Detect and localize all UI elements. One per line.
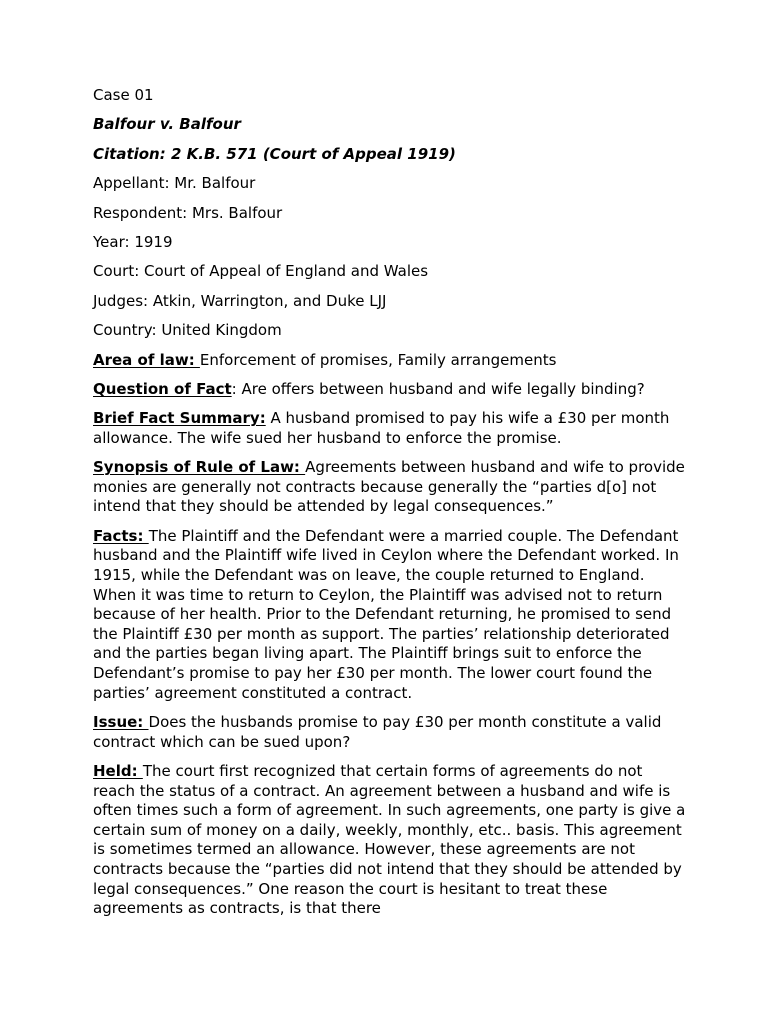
respondent: Respondent: Mrs. Balfour (93, 203, 283, 222)
facts-paragraph (93, 527, 688, 703)
question-of-fact-text: : Are offers between husband and wife legally binding? (231, 379, 645, 398)
synopsis-text: Agreements between husband and wife to provide monies are generally not contracts because generally the “parties d[o] not intend that they should be attended by legal consequences.” (93, 458, 685, 516)
area-of-law-paragraph (93, 351, 688, 371)
brief-fact-summary-label: Brief Fact Summary: (93, 409, 266, 428)
facts-label: Facts: (93, 526, 149, 545)
case-number: Case 01 (93, 86, 154, 104)
issue-text: Does the husbands promise to pay £30 per month constitute a valid contract which can be sued upon? (93, 713, 662, 751)
held-paragraph (93, 762, 688, 919)
citation: Citation: 2 K.B. 571 (Court of Appeal 1919) (93, 144, 456, 163)
country: Country: United Kingdom (93, 321, 282, 340)
synopsis-label: Synopsis of Rule of Law: (93, 458, 306, 477)
brief-fact-summary-paragraph (93, 409, 688, 448)
brief-fact-summary-text: A husband promised to pay his wife a £30 per month allowance. The wife sued her husband to enforce the promise. (93, 409, 670, 447)
area-of-law-text: Enforcement of promises, Family arrangements (199, 350, 557, 369)
area-of-law-label: Area of law: (93, 350, 200, 369)
judges: Judges: Atkin, Warrington, and Duke LJJ (93, 291, 387, 310)
issue-label: Issue: (93, 713, 149, 731)
year: Year: 1919 (93, 232, 173, 251)
appellant: Appellant: Mr. Balfour (93, 174, 256, 193)
facts-text: The Plaintiff and the Defendant were a married couple. The Defendant husband and the Plaintiff wife lived in Ceylon where the Defendant worked. In 1915, while the Defendant was on leave, the couple returned to England. When it was time to return to Ceylon, the Plaintiff was advised not to return because of her health. Prior to the Defendant returning, he promised to send the Plaintiff £30 per month as support. The parties’ relationship deteriorated and the parties began living apart. The Plaintiff brings suit to enforce the Defendant’s promise to pay her £30 per month. The lower court found the parties’ agreement constituted a contract. (93, 526, 679, 702)
case-title: Balfour v. Balfour (93, 115, 241, 134)
held-label: Held: (93, 761, 143, 780)
held-text: The court first recognized that certain forms of agreements do not reach the status of a contract. An agreement between a husband and wife is often times such a form of agreement. In such agreements, one party is give a certain sum of money on a daily, weekly, monthly, etc.. basis. This agreement is sometimes termed an allowance. However, these agreements are not contracts because the “parties did not intend that they should be attended by legal consequences.” One reason the court is hesitant to treat these agreements as contracts, is that there (93, 761, 686, 918)
question-of-fact-paragraph (93, 380, 688, 400)
synopsis-paragraph (93, 458, 688, 517)
question-of-fact-label: Question of Fact (93, 379, 232, 398)
issue-paragraph (93, 713, 688, 752)
court: Court: Court of Appeal of England and Wales (93, 262, 429, 281)
